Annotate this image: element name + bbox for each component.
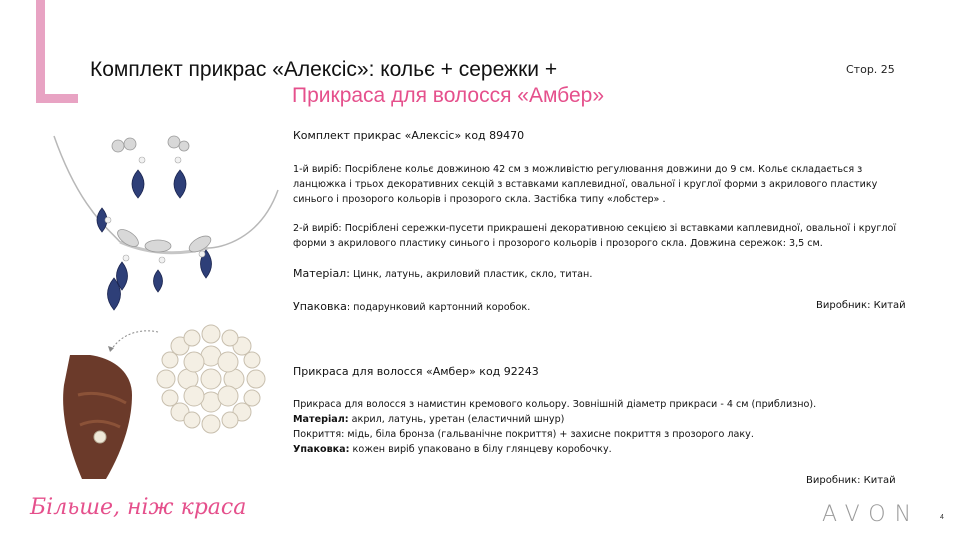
product2-description: Прикраса для волосся з намистин кремового кольору. Зовнішній діаметр прикраси - 4 см (приблизно). [293,399,817,410]
brand-logo: AVON [822,502,921,527]
page-number: Стор. 25 [846,63,895,76]
material-value: акрил, латунь, уретан (еластичний шнур) [348,414,565,425]
page-title: Комплект прикрас «Алексіс»: кольє + сережки + [90,58,558,81]
slide-number: 4 [940,514,944,521]
slogan: Більше, ніж краса [30,495,247,520]
product2-material [293,412,908,427]
product2-coating: Покриття: мідь, біла бронза (гальванічне покриття) + захисне покриття з прозорого лаку. [293,429,754,440]
product2-packaging [293,442,908,457]
product1-material [293,266,908,282]
necklace-earrings-image [50,130,280,320]
packaging-label: Упаковка [293,300,347,313]
product1-item2: 2-й виріб: Посріблені сережки-пусети прикрашені декоративною секцією зі вставками каплевидної, овальної і круглої форми з акрилового пластику синього і прозорого кольорів і прозорого скла. Довжина сережок: 3,5 см. [293,223,897,249]
product1-item1: 1-й виріб: Посріблене кольє довжиною 42 см з можливістю регулювання довжини до 9 см. Кольє складається з ланцюжка і трьох декоративних секцій з вставками каплевидної, овальної і круглої форми з акрилового пластику синього і прозорого кольорів і прозорого скла. Застібка типу «лобстер» . [293,164,878,205]
product2-heading: Прикраса для волосся «Амбер» код 92243 [293,365,539,378]
pearl-hair-accessory-image [150,318,272,440]
material-label: Матеріал: [293,414,349,425]
material-label: Матеріал: [293,267,350,280]
material-value: Цинк, латунь, акриловий пластик, скло, титан. [349,269,593,280]
corner-bracket-vertical [36,0,45,103]
packaging-value: : подарунковий картонний коробок. [346,302,531,313]
corner-bracket-horizontal [36,94,78,103]
product1-manufacturer: Виробник: Китай [816,300,906,311]
packaging-label: Упаковка: [293,444,350,455]
product2-manufacturer: Виробник: Китай [806,475,896,486]
hair-model-image [60,355,135,480]
product1-heading: Комплект прикрас «Алексіс» код 89470 [293,129,525,142]
page-subtitle: Прикраса для волосся «Амбер» [292,84,605,107]
packaging-value: кожен виріб упаковано в білу глянцеву коробочку. [349,444,612,455]
